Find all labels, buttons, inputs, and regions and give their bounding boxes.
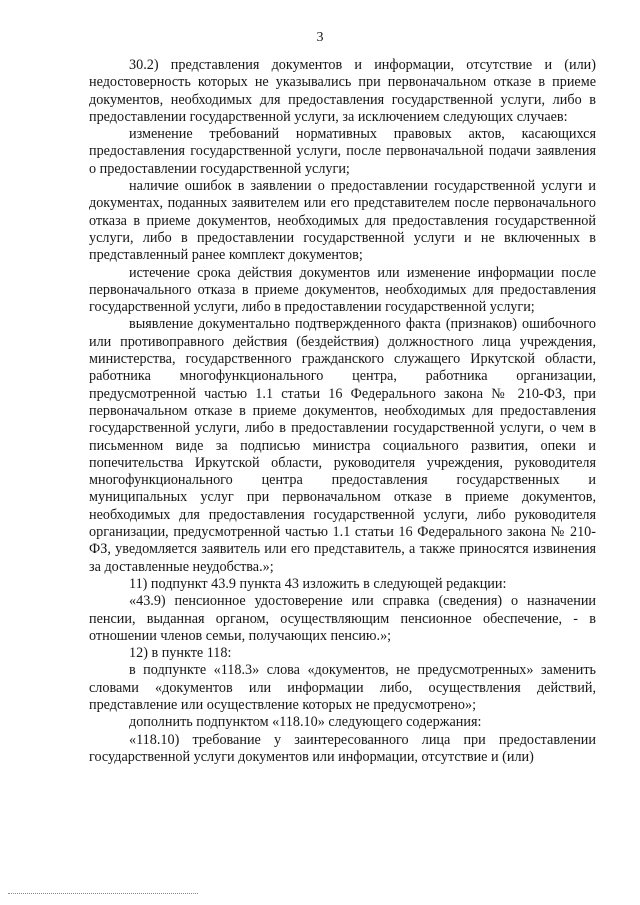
page-number: 3	[316, 30, 324, 45]
paragraph-detected-violation: выявление документально подтвержденного факта (признаков) ошибочного или противоправного действия (бездействия) должностного лица учреждения, министерства, государственного гражданского служащего Иркутской области, работника многофункционального центра, работника организации, предусмотренной частью 1.1 статьи 16 Федерального закона № 210-ФЗ, при первоначальном отказе в приеме документов, необходимых для предоставления государственной услуги, либо в предоставлении государственной услуги, о чем в письменном виде за подписью министра социального развития, опеки и попечительства Иркутской области, руководителя учреждения, руководителя многофункционального центра предоставления государственных и муниципальных услуг при первоначальном отказе в приеме документов, необходимых для предоставления государственной услуги, либо руководителя организации, предусмотренной частью 1.1 статьи 16 Федерального закона № 210-ФЗ, уведомляется заявитель или его представитель, а также приносятся извинения за доставленные неудобства.»;	[89, 316, 596, 575]
paragraph-118-10: «118.10) требование у заинтересованного лица при предоставлении государственной услуги документов или информации, отсутствие и (или)	[89, 731, 596, 765]
paragraph-118-3: в подпункте «118.3» слова «документов, не предусмотренных» заменить словами «документов или информации либо, осуществления действий, представление или осуществление которых не предусмотрено»;	[89, 662, 596, 713]
paragraph-change-requirements: изменение требований нормативных правовых актов, касающихся предоставления государственной услуги, после первоначальной подачи заявления о предоставлении государственной услуги;	[89, 126, 596, 177]
footer-divider	[8, 893, 198, 894]
paragraph-30-2: 30.2) представления документов и информации, отсутствие и (или) недостоверность которых не указывались при первоначальном отказе в приеме документов, необходимых для предоставления государственной услуги, либо в предоставлении государственной услуги, за исключением следующих случаев:	[89, 57, 596, 125]
paragraph-item-11: 11) подпункт 43.9 пункта 43 изложить в следующей редакции:	[129, 575, 507, 592]
paragraph-item-12: 12) в пункте 118:	[129, 645, 232, 662]
paragraph-errors-in-application: наличие ошибок в заявлении о предоставлении государственной услуги и документах, поданных заявителем или его представителем после первоначального отказа в приеме документов, необходимых для предоставления государственной услуги, либо в предоставлении государственной услуги и не включенных в представленный ранее комплект документов;	[89, 178, 596, 264]
paragraph-add-118-10: дополнить подпунктом «118.10» следующего содержания:	[129, 714, 482, 731]
paragraph-43-9: «43.9) пенсионное удостоверение или справка (сведения) о назначении пенсии, выданная органом, осуществляющим пенсионное обеспечение, - в отношении членов семьи, получающих пенсию.»;	[89, 593, 596, 644]
document-body	[89, 57, 596, 766]
paragraph-document-expiry: истечение срока действия документов или изменение информации после первоначального отказа в приеме документов, необходимых для предоставления государственной услуги, либо в предоставлении государственной услуги;	[89, 264, 596, 316]
